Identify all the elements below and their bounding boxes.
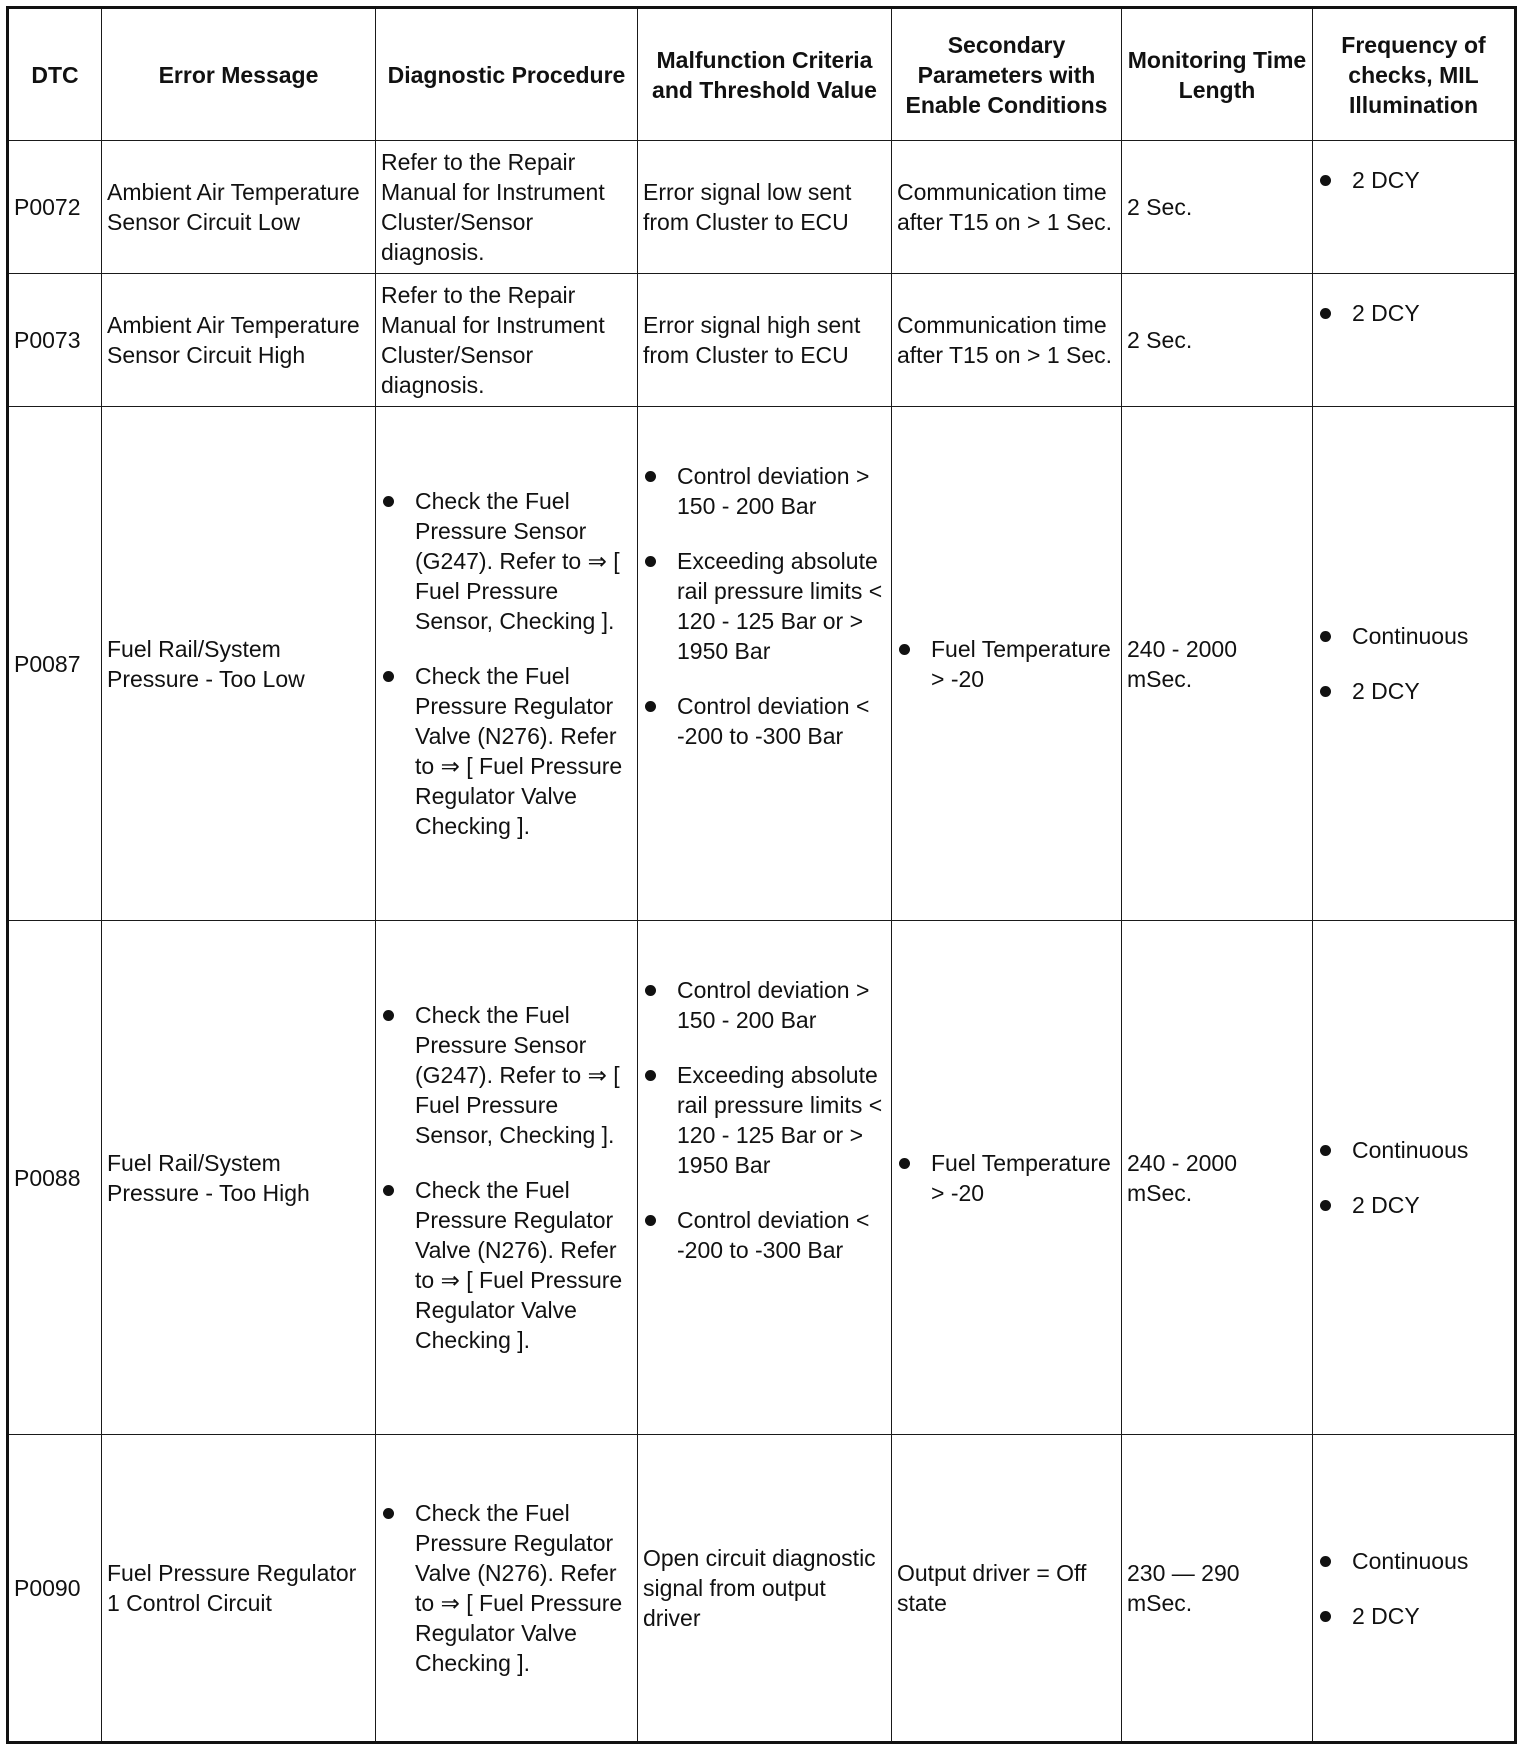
- list-item: Continuous: [1318, 621, 1509, 651]
- dtc-code: P0072: [8, 141, 102, 274]
- secondary-parameters: Output driver = Off state: [892, 1435, 1122, 1743]
- list-item: Exceeding absolute rail pressure limits < 120 - 125 Bar or > 1950 Bar: [643, 1060, 886, 1180]
- frequency-list: [1318, 165, 1509, 195]
- header-malfunction-criteria: Malfunction Criteria and Threshold Value: [638, 8, 892, 141]
- table-row: [8, 274, 1516, 407]
- table-row: [8, 1435, 1516, 1743]
- header-row: [8, 8, 1516, 141]
- table-row: [8, 141, 1516, 274]
- secondary-parameters: [892, 407, 1122, 921]
- list-item: Check the Fuel Pressure Regulator Valve (N276). Refer to ⇒ [ Fuel Pressure Regulator Valve Checking ].: [381, 1175, 632, 1355]
- frequency: [1313, 921, 1516, 1435]
- list-item: Fuel Temperature > -20: [897, 634, 1116, 694]
- list-item: 2 DCY: [1318, 676, 1509, 706]
- list-item: 2 DCY: [1318, 1601, 1509, 1631]
- frequency: [1313, 407, 1516, 921]
- malfunction-criteria: Error signal low sent from Cluster to ECU: [638, 141, 892, 274]
- dtc-code: P0087: [8, 407, 102, 921]
- list-item: Control deviation < -200 to -300 Bar: [643, 1205, 886, 1265]
- header-frequency: Frequency of checks, MIL Illumination: [1313, 8, 1516, 141]
- list-item: 2 DCY: [1318, 298, 1509, 328]
- list-item: Check the Fuel Pressure Regulator Valve (N276). Refer to ⇒ [ Fuel Pressure Regulator Valve Checking ].: [381, 661, 632, 841]
- frequency-list: [1318, 1135, 1509, 1220]
- criteria-list: [643, 975, 886, 1265]
- header-error-message: Error Message: [102, 8, 376, 141]
- monitoring-time: 230 — 290 mSec.: [1122, 1435, 1313, 1743]
- list-item: Check the Fuel Pressure Regulator Valve (N276). Refer to ⇒ [ Fuel Pressure Regulator Valve Checking ].: [381, 1498, 632, 1678]
- dtc-code: P0090: [8, 1435, 102, 1743]
- diagnostic-procedure: Refer to the Repair Manual for Instrument Cluster/Sensor diagnosis.: [376, 274, 638, 407]
- table-row: [8, 921, 1516, 1435]
- frequency-list: [1318, 298, 1509, 328]
- dtc-table: [6, 6, 1517, 1744]
- header-monitoring-time: Monitoring Time Length: [1122, 8, 1313, 141]
- criteria-list: [643, 461, 886, 751]
- secondary-parameters: [892, 921, 1122, 1435]
- header-secondary-parameters: Secondary Parameters with Enable Conditions: [892, 8, 1122, 141]
- list-item: 2 DCY: [1318, 165, 1509, 195]
- error-message: Ambient Air Temperature Sensor Circuit High: [102, 274, 376, 407]
- list-item: Control deviation > 150 - 200 Bar: [643, 461, 886, 521]
- frequency: [1313, 274, 1516, 407]
- header-dtc: DTC: [8, 8, 102, 141]
- diagnostic-procedure: Refer to the Repair Manual for Instrument Cluster/Sensor diagnosis.: [376, 141, 638, 274]
- monitoring-time: 240 - 2000 mSec.: [1122, 407, 1313, 921]
- monitoring-time: 2 Sec.: [1122, 141, 1313, 274]
- monitoring-time: 240 - 2000 mSec.: [1122, 921, 1313, 1435]
- frequency: [1313, 1435, 1516, 1743]
- secondary-list: [897, 634, 1116, 694]
- list-item: Control deviation > 150 - 200 Bar: [643, 975, 886, 1035]
- table-row: [8, 407, 1516, 921]
- frequency-list: [1318, 1546, 1509, 1631]
- malfunction-criteria: Error signal high sent from Cluster to ECU: [638, 274, 892, 407]
- secondary-parameters: Communication time after T15 on > 1 Sec.: [892, 141, 1122, 274]
- list-item: Exceeding absolute rail pressure limits < 120 - 125 Bar or > 1950 Bar: [643, 546, 886, 666]
- monitoring-time: 2 Sec.: [1122, 274, 1313, 407]
- diagnostic-procedure: [376, 407, 638, 921]
- procedure-list: [381, 486, 632, 841]
- error-message: Fuel Rail/System Pressure - Too High: [102, 921, 376, 1435]
- error-message: Fuel Rail/System Pressure - Too Low: [102, 407, 376, 921]
- diagnostic-procedure: [376, 921, 638, 1435]
- procedure-list: [381, 1498, 632, 1678]
- malfunction-criteria: [638, 921, 892, 1435]
- error-message: Fuel Pressure Regulator 1 Control Circuit: [102, 1435, 376, 1743]
- list-item: 2 DCY: [1318, 1190, 1509, 1220]
- frequency-list: [1318, 621, 1509, 706]
- list-item: Check the Fuel Pressure Sensor (G247). Refer to ⇒ [ Fuel Pressure Sensor, Checking ].: [381, 1000, 632, 1150]
- list-item: Check the Fuel Pressure Sensor (G247). Refer to ⇒ [ Fuel Pressure Sensor, Checking ].: [381, 486, 632, 636]
- secondary-list: [897, 1148, 1116, 1208]
- diagnostic-procedure: [376, 1435, 638, 1743]
- list-item: Continuous: [1318, 1135, 1509, 1165]
- malfunction-criteria: [638, 407, 892, 921]
- frequency: [1313, 141, 1516, 274]
- dtc-code: P0073: [8, 274, 102, 407]
- list-item: Continuous: [1318, 1546, 1509, 1576]
- header-diagnostic-procedure: Diagnostic Procedure: [376, 8, 638, 141]
- list-item: Control deviation < -200 to -300 Bar: [643, 691, 886, 751]
- procedure-list: [381, 1000, 632, 1355]
- secondary-parameters: Communication time after T15 on > 1 Sec.: [892, 274, 1122, 407]
- dtc-code: P0088: [8, 921, 102, 1435]
- malfunction-criteria: Open circuit diagnostic signal from output driver: [638, 1435, 892, 1743]
- error-message: Ambient Air Temperature Sensor Circuit Low: [102, 141, 376, 274]
- list-item: Fuel Temperature > -20: [897, 1148, 1116, 1208]
